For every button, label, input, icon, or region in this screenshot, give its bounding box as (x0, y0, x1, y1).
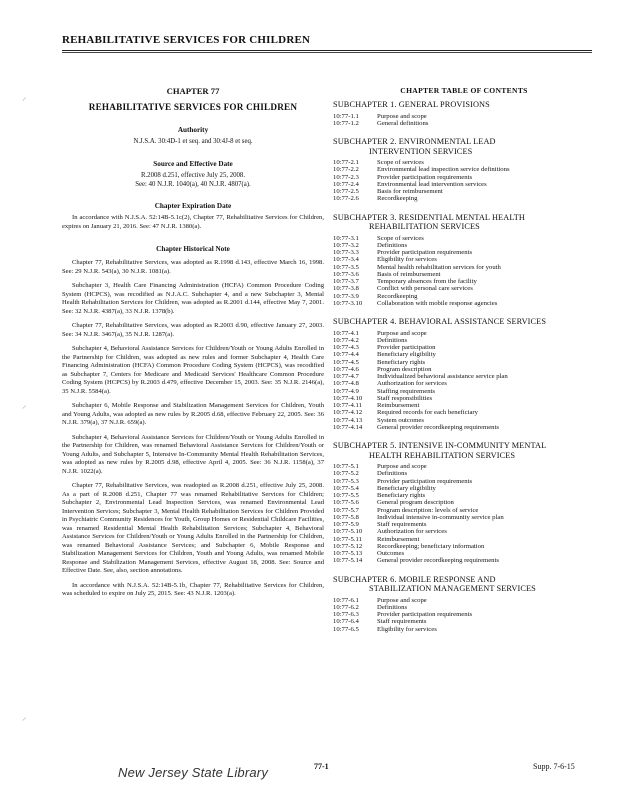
section-number: 10:77-4.13 (333, 416, 363, 424)
toc-entry (333, 166, 595, 173)
toc-entry (333, 550, 595, 557)
subchapter-heading (333, 441, 595, 460)
page-number: 77-1 (314, 762, 329, 771)
subchapter-heading-text: SUBCHAPTER 6. MOBILE RESPONSE AND (333, 574, 496, 584)
toc-entry (333, 395, 595, 402)
toc-entry (333, 409, 595, 416)
toc-entry (333, 195, 595, 202)
toc-entry (333, 285, 595, 292)
punch-mark-icon: ⸝ (22, 712, 27, 722)
subchapter-heading (333, 100, 595, 110)
section-title: Eligibility for services (377, 256, 437, 264)
section-title: Definitions (377, 336, 408, 344)
section-number: 10:77-3.10 (333, 299, 363, 307)
header-rule (62, 50, 592, 51)
section-title: Provider participation (377, 344, 436, 351)
section-number: 10:77-2.6 (333, 195, 359, 203)
section-title: Collaboration with mobile response agencies (377, 299, 498, 307)
section-number: 10:77-2.2 (333, 166, 359, 174)
section-number: 10:77-3.5 (333, 263, 359, 271)
section-title: Staff requirements (377, 618, 427, 626)
toc-entry (333, 256, 595, 263)
section-title: Mental health rehabilitation services for youth (377, 263, 501, 271)
toc-entry (333, 366, 595, 373)
toc-entry (333, 344, 595, 351)
section-title: Individual intensive in-community service plan (377, 513, 504, 521)
toc-entry (333, 470, 595, 477)
section-number: 10:77-4.14 (333, 423, 363, 431)
punch-mark-icon: ⸝ (22, 92, 27, 102)
source-heading: Source and Effective Date (153, 159, 233, 168)
section-title: Purpose and scope (377, 112, 427, 120)
toc-entry (333, 507, 595, 514)
section-number: 10:77-4.2 (333, 336, 359, 344)
section-title: Basis of reimbursement (377, 270, 441, 278)
toc-entry (333, 188, 595, 195)
section-number: 10:77-4.5 (333, 358, 359, 366)
punch-mark-icon: ⸝ (22, 400, 27, 410)
toc-entry (333, 174, 595, 181)
toc-entry (333, 181, 595, 188)
section-number: 10:77-5.14 (333, 557, 363, 565)
section-title: Purpose and scope (377, 329, 427, 337)
toc-entry (333, 528, 595, 535)
section-title: Beneficiary eligibility (377, 484, 436, 492)
section-title: Provider participation requirements (377, 477, 473, 485)
section-title: Required records for each beneficiary (377, 409, 479, 417)
history-paragraph: Chapter 77, Rehabilitative Services, was adopted as R.1998 d.143, effective March 16, 1998. See: 29 N.J.R. 543(a), 30 N.J.R. 1081(a). (62, 259, 324, 275)
section-number: 10:77-3.7 (333, 278, 359, 285)
section-number: 10:77-3.8 (333, 285, 359, 293)
subchapter-gap (333, 127, 595, 133)
toc-entry (333, 242, 595, 249)
toc-entry (333, 478, 595, 485)
section-title: Program description (377, 365, 432, 373)
toc-body (333, 100, 595, 639)
section-title: Authorization for services (377, 380, 447, 388)
section-number: 10:77-5.5 (333, 492, 359, 499)
toc-entry (333, 514, 595, 521)
toc-entry (333, 330, 595, 337)
section-number: 10:77-3.4 (333, 256, 359, 264)
history-paragraph: Subchapter 3, Health Care Financing Administration (HCFA) Common Procedure Coding System (HCPCS), was recodified as N.J.A.C. Subchapter 4, and a new Subchapter 3, Mental Health Rehabilitation Services for Children, was adopted as R.2001 d.144, effective May 7, 2001. See: 32 N.J.R. 4387(a), 33 N.J.R. 1378(b). (62, 282, 324, 315)
section-title: Staffing requirements (377, 387, 436, 395)
history-paragraph: Subchapter 4, Behavioral Assistance Services for Children/Youth or Young Adults Enrolled in the Partnership for Children, was adopted as new rules and former Subchapter 4, Health Care Financing Administration (HCFA) Common Procedure Coding System (HCPCS), was recodified as Subchapter 7, Centers for Medicare and Medicaid Services' Healthcare Common Procedure Coding System (HCPCS) by R.2003 d.479, effective December 15, 2003. See: 35 N.J.R. 2146(a), 35 N.J.R. 5584(a). (62, 345, 324, 395)
subchapter-heading-text: SUBCHAPTER 4. BEHAVIORAL ASSISTANCE SERVICES (333, 317, 547, 326)
header-rule-thin (62, 52, 592, 53)
section-title: Scope of services (377, 234, 424, 242)
section-number: 10:77-5.12 (333, 542, 363, 550)
section-title: Reimbursement (377, 402, 420, 409)
library-stamp: New Jersey State Library (118, 765, 269, 780)
section-title: Authorization for services (377, 528, 447, 536)
section-number: 10:77-5.11 (333, 535, 362, 543)
history-paragraph: Subchapter 4, Behavioral Assistance Services for Children/Youth or Young Adults Enrolled in the Partnership for Children, was renamed Behavioral Assistance Services for Children/Youth or Young Adults, and Subchapter 5, Intensive In-Community Mental Health Rehabilitation Services, was adopted as new rules by R.2005 d.98, effective April 4, 2005. See: 36 N.J.R. 1158(a), 37 N.J.R. 1022(a). (62, 433, 324, 475)
subchapter-heading (333, 317, 595, 327)
toc-entry (333, 293, 595, 300)
section-number: 10:77-4.12 (333, 409, 363, 417)
history-paragraph: Chapter 77, Rehabilitative Services, was adopted as R.2003 d.90, effective January 27, 2003. See: 34 N.J.R. 3467(a), 35 N.J.R. 1287(a). (62, 322, 324, 338)
toc-entry (333, 557, 595, 564)
section-title: Environmental lead inspection service definitions (377, 166, 510, 174)
toc-entry (333, 373, 595, 380)
section-number: 10:77-6.2 (333, 603, 359, 611)
toc-entry (333, 536, 595, 543)
section-title: Provider participation requirements (377, 249, 473, 256)
toc-entry (333, 159, 595, 166)
section-title: Beneficiary rights (377, 492, 426, 499)
toc-entry (333, 359, 595, 366)
section-number: 10:77-4.6 (333, 365, 359, 373)
section-number: 10:77-4.1 (333, 329, 359, 337)
subchapter-heading (333, 137, 595, 156)
section-title: General program description (377, 499, 454, 507)
toc-entry (333, 402, 595, 409)
section-number: 10:77-5.8 (333, 513, 359, 521)
toc-entry (333, 249, 595, 256)
authority-text: N.J.S.A. 30:4D-1 et seq. and 30:4J-8 et seq. (133, 138, 253, 145)
subchapter-gap (333, 633, 595, 639)
section-number: 10:77-3.2 (333, 241, 359, 249)
section-title: Basis for reimbursement (377, 188, 443, 195)
section-title: Staff responsibilities (377, 394, 433, 402)
toc-entry (333, 485, 595, 492)
section-number: 10:77-4.4 (333, 351, 359, 359)
history-paragraph: Subchapter 6, Mobile Response and Stabilization Management Services for Children, Youth and Young Adults, was adopted as new rules by R.2005 d.68, effective February 22, 2005. See: 36 N.J.R. 379(a), 37 N.J.R. 659(a). (62, 402, 324, 427)
toc-entry (333, 463, 595, 470)
section-number: 10:77-5.4 (333, 484, 359, 492)
section-title: Environmental lead intervention services (377, 180, 487, 188)
section-title: Eligibility for services (377, 625, 437, 633)
history-heading: Chapter Historical Note (156, 245, 230, 254)
section-number: 10:77-1.1 (333, 112, 359, 120)
toc-entry (333, 235, 595, 242)
section-number: 10:77-6.1 (333, 596, 359, 604)
section-number: 10:77-6.4 (333, 618, 359, 626)
toc-entry (333, 499, 595, 506)
section-title: Purpose and scope (377, 596, 427, 604)
toc-entry (333, 626, 595, 633)
toc-entry (333, 300, 595, 307)
section-number: 10:77-5.1 (333, 463, 359, 470)
section-title: Provider participation requirements (377, 173, 473, 181)
section-number: 10:77-3.1 (333, 234, 359, 242)
subchapter-heading (333, 575, 595, 594)
history-paragraph: In accordance with N.J.S.A. 52:14B-5.1b, Chapter 77, Rehabilitative Services for Children, was scheduled to expire on July 25, 2015. See: 43 N.J.R. 1203(a). (62, 581, 324, 598)
section-title: Definitions (377, 241, 408, 249)
history-paragraph: Chapter 77, Rehabilitative Services, was readopted as R.2008 d.251, effective July 25, 2008. As a part of R.2008 d.251, Chapter 77 was renamed Rehabilitative Services for Children; Subchapter 2, Environmental Lead Inspection Services, was renamed Environmental Lead Intervention Services; Subchapter 3, Mental Health Rehabilitation Services for Children Provided in Psychiatric Community Residences for Youth, Group Homes or Residential Childcare Facilities, was renamed Residential Mental Health Rehabilitation Services; Subchapter 4, Behavioral Assistance Services for Children/Youth or Young Adults Enrolled in the Partnership for Children, was renamed Behavioral Assistance Services; and Subchapter 6, Mobile Response and Stabilization Management Services for Children, Youth and Young Adults, was renamed Mobile Response and Stabilization Management Services, effective August 18, 2008. See: Source and Effective Date. See, also, section annotations. (62, 482, 324, 575)
expiration-text: In accordance with N.J.S.A. 52:14B-5.1c(2), Chapter 77, Rehabilitative Services for Children, expires on January 21, 2016. See: 47 N.J.R. 1380(a). (62, 214, 324, 230)
section-number: 10:77-2.1 (333, 159, 359, 166)
toc-title: CHAPTER TABLE OF CONTENTS (400, 86, 528, 95)
authority-heading: Authority (177, 126, 209, 134)
toc-entry (333, 604, 595, 611)
subchapter-heading-continuation: REHABILITATION SERVICES (369, 222, 480, 231)
section-title: General definitions (377, 119, 429, 127)
section-number: 10:77-5.9 (333, 521, 359, 528)
toc-entry (333, 113, 595, 120)
section-title: Staff requirements (377, 521, 427, 528)
section-number: 10:77-5.7 (333, 506, 359, 514)
toc-entry (333, 618, 595, 625)
section-number: 10:77-3.3 (333, 249, 359, 256)
subchapter-heading-continuation: HEALTH REHABILITATION SERVICES (369, 450, 516, 460)
chapter-number: CHAPTER 77 (166, 86, 220, 96)
section-number: 10:77-4.9 (333, 387, 359, 395)
toc-entry (333, 264, 595, 271)
subchapter-heading-continuation: STABILIZATION MANAGEMENT SERVICES (369, 584, 536, 593)
section-title: Definitions (377, 470, 408, 478)
section-title: Recordkeeping (377, 195, 418, 203)
toc-entry (333, 417, 595, 424)
section-title: Outcomes (377, 550, 405, 557)
section-title: Purpose and scope (377, 463, 427, 470)
supplement-date: Supp. 7-6-15 (533, 762, 575, 771)
toc-entry (333, 388, 595, 395)
toc-entry (333, 120, 595, 127)
chapter-intro-column (62, 86, 324, 605)
section-number: 10:77-4.8 (333, 380, 359, 388)
toc-entry (333, 337, 595, 344)
section-title: System outcomes (377, 416, 424, 424)
running-header: REHABILITATIVE SERVICES FOR CHILDREN (62, 34, 311, 46)
section-number: 10:77-5.13 (333, 550, 363, 557)
section-number: 10:77-2.4 (333, 180, 359, 188)
toc-entry (333, 543, 595, 550)
section-number: 10:77-1.2 (333, 119, 359, 127)
section-number: 10:77-2.5 (333, 188, 359, 195)
toc-entry (333, 380, 595, 387)
section-title: Program description: levels of service (377, 506, 479, 514)
section-number: 10:77-4.3 (333, 344, 359, 351)
section-title: Provider participation requirements (377, 611, 473, 618)
section-number: 10:77-4.11 (333, 402, 362, 409)
source-text-1: R.2008 d.251, effective July 25, 2008. (140, 171, 246, 179)
section-number: 10:77-5.3 (333, 477, 359, 485)
subchapter-heading-text: SUBCHAPTER 3. RESIDENTIAL MENTAL HEALTH (333, 212, 525, 222)
section-number: 10:77-6.5 (333, 625, 359, 633)
toc-entry (333, 271, 595, 278)
toc-entry (333, 424, 595, 431)
section-title: Scope of services (377, 159, 424, 166)
subchapter-heading-text: SUBCHAPTER 2. ENVIRONMENTAL LEAD (333, 137, 496, 146)
source-text-2: See: 40 N.J.R. 1040(a), 40 N.J.R. 4807(a). (135, 180, 251, 188)
toc-entry (333, 278, 595, 285)
toc-entry (333, 611, 595, 618)
table-of-contents (333, 86, 595, 639)
section-number: 10:77-3.9 (333, 292, 359, 300)
section-title: Beneficiary eligibility (377, 351, 436, 359)
section-number: 10:77-5.2 (333, 470, 359, 478)
section-title: General provider recordkeeping requirements (377, 423, 499, 431)
subchapter-heading (333, 213, 595, 232)
section-title: Individualized behavioral assistance service plan (377, 373, 508, 380)
subchapter-heading-continuation: INTERVENTION SERVICES (369, 146, 473, 156)
subchapter-gap (333, 307, 595, 313)
toc-entry (333, 351, 595, 358)
subchapter-heading-text: SUBCHAPTER 1. GENERAL PROVISIONS (333, 100, 490, 109)
section-number: 10:77-6.3 (333, 611, 359, 618)
section-number: 10:77-5.6 (333, 499, 359, 507)
section-number: 10:77-3.6 (333, 270, 359, 278)
section-number: 10:77-5.10 (333, 528, 363, 536)
subchapter-gap (333, 203, 595, 209)
section-title: Definitions (377, 603, 408, 611)
section-title: Recordkeeping (377, 292, 418, 300)
section-title: Reimbursement (377, 535, 420, 543)
section-number: 10:77-4.10 (333, 394, 363, 402)
section-title: Beneficiary rights (377, 358, 426, 366)
section-title: General provider recordkeeping requirements (377, 557, 499, 565)
toc-entry (333, 597, 595, 604)
section-title: Temporary absences from the facility (377, 278, 477, 285)
subchapter-heading-text: SUBCHAPTER 5. INTENSIVE IN-COMMUNITY MENTAL (333, 441, 547, 450)
section-number: 10:77-2.3 (333, 173, 359, 181)
expiration-heading: Chapter Expiration Date (154, 202, 232, 211)
toc-entry (333, 492, 595, 499)
subchapter-gap (333, 431, 595, 437)
toc-entry (333, 521, 595, 528)
section-number: 10:77-4.7 (333, 373, 359, 380)
subchapter-gap (333, 565, 595, 571)
section-title: Recordkeeping; beneficiary information (377, 542, 485, 550)
chapter-title: REHABILITATIVE SERVICES FOR CHILDREN (88, 102, 298, 112)
section-title: Conflict with personal care services (377, 285, 473, 293)
